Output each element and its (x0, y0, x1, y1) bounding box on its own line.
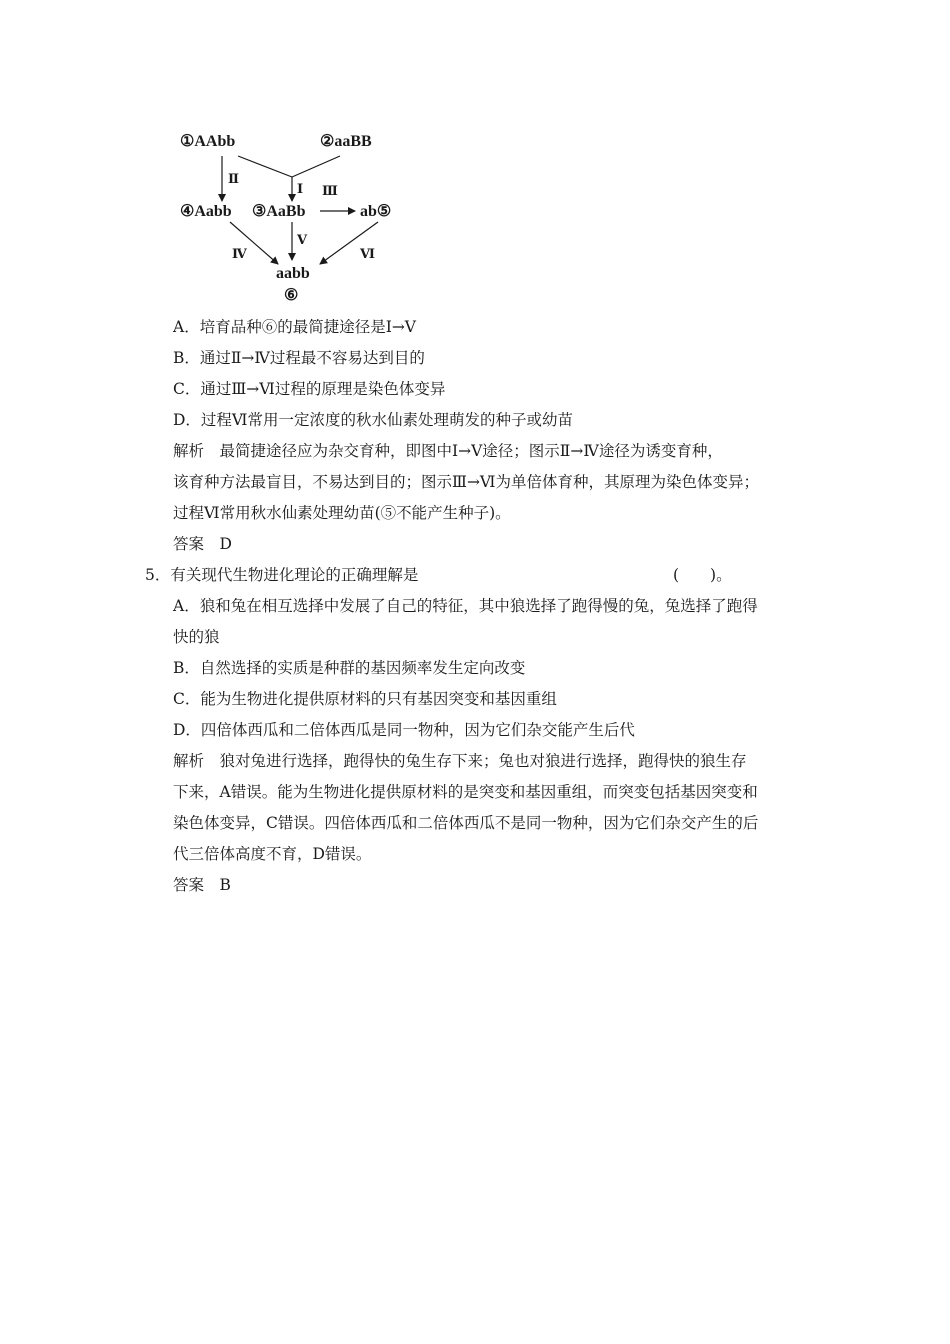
node-6-number: ⑥ (284, 287, 299, 304)
line-from-1 (238, 156, 292, 177)
node-5: ab⑤ (360, 203, 392, 220)
q5-analysis-line-2: 下来，A错误。能为生物进化提供原材料的是突变和基因重组，而突变包括基因突变和 (173, 783, 758, 801)
label-IV: Ⅳ (232, 246, 247, 261)
q5-option-b: B．自然选择的实质是种群的基因频率发生定向改变 (173, 659, 526, 677)
q5-analysis-line-3: 染色体变异，C错误。四倍体西瓜和二倍体西瓜不是同一物种，因为它们杂交产生的后 (173, 814, 759, 832)
q4-option-a: A．培育品种⑥的最简捷途径是Ⅰ→Ⅴ (173, 318, 416, 336)
q5-analysis-line-1: 解析 狼对兔进行选择，跑得快的兔生存下来；兔也对狼进行选择，跑得快的狼生存 (173, 752, 747, 770)
node-4: ④Aabb (180, 203, 232, 220)
node-2: ②aaBB (320, 133, 372, 150)
q5-option-a-line-2: 快的狼 (173, 628, 220, 646)
q5-stem: 5．有关现代生物进化理论的正确理解是 (145, 566, 419, 584)
q4-answer: 答案 D (173, 535, 232, 553)
q4-analysis-line-1: 解析 最简捷途径应为杂交育种，即图中Ⅰ→Ⅴ途径；图示Ⅱ→Ⅳ途径为诱变育种， (173, 442, 723, 460)
breeding-diagram (170, 122, 410, 312)
q5-answer-blank: ( )。 (673, 566, 732, 584)
label-VI: Ⅵ (360, 246, 375, 261)
q5-answer: 答案 B (173, 876, 231, 894)
label-V: Ⅴ (297, 232, 308, 247)
q4-option-d: D．过程Ⅵ常用一定浓度的秋水仙素处理萌发的种子或幼苗 (173, 411, 574, 429)
node-3: ③AaBb (252, 203, 306, 220)
q5-option-c: C．能为生物进化提供原材料的只有基因突变和基因重组 (173, 690, 557, 708)
line-from-2 (292, 156, 340, 177)
q4-analysis-line-3: 过程Ⅵ常用秋水仙素处理幼苗(⑤不能产生种子)。 (173, 504, 511, 522)
label-I: Ⅰ (297, 181, 304, 196)
node-6-genotype: aabb (276, 265, 310, 282)
label-III: Ⅲ (322, 183, 338, 198)
q5-option-d: D．四倍体西瓜和二倍体西瓜是同一物种，因为它们杂交能产生后代 (173, 721, 635, 739)
label-II: Ⅱ (228, 171, 239, 186)
q5-option-a-line-1: A．狼和兔在相互选择中发展了自己的特征，其中狼选择了跑得慢的兔，兔选择了跑得 (173, 597, 758, 615)
q4-option-b: B．通过Ⅱ→Ⅳ过程最不容易达到目的 (173, 349, 425, 367)
q4-option-c: C．通过Ⅲ→Ⅵ过程的原理是染色体变异 (173, 380, 446, 398)
q4-analysis-line-2: 该育种方法最盲目，不易达到目的；图示Ⅲ→Ⅵ为单倍体育种，其原理为染色体变异； (173, 473, 760, 491)
node-1: ①AAbb (180, 133, 236, 150)
q5-analysis-line-4: 代三倍体高度不育，D错误。 (173, 845, 372, 863)
